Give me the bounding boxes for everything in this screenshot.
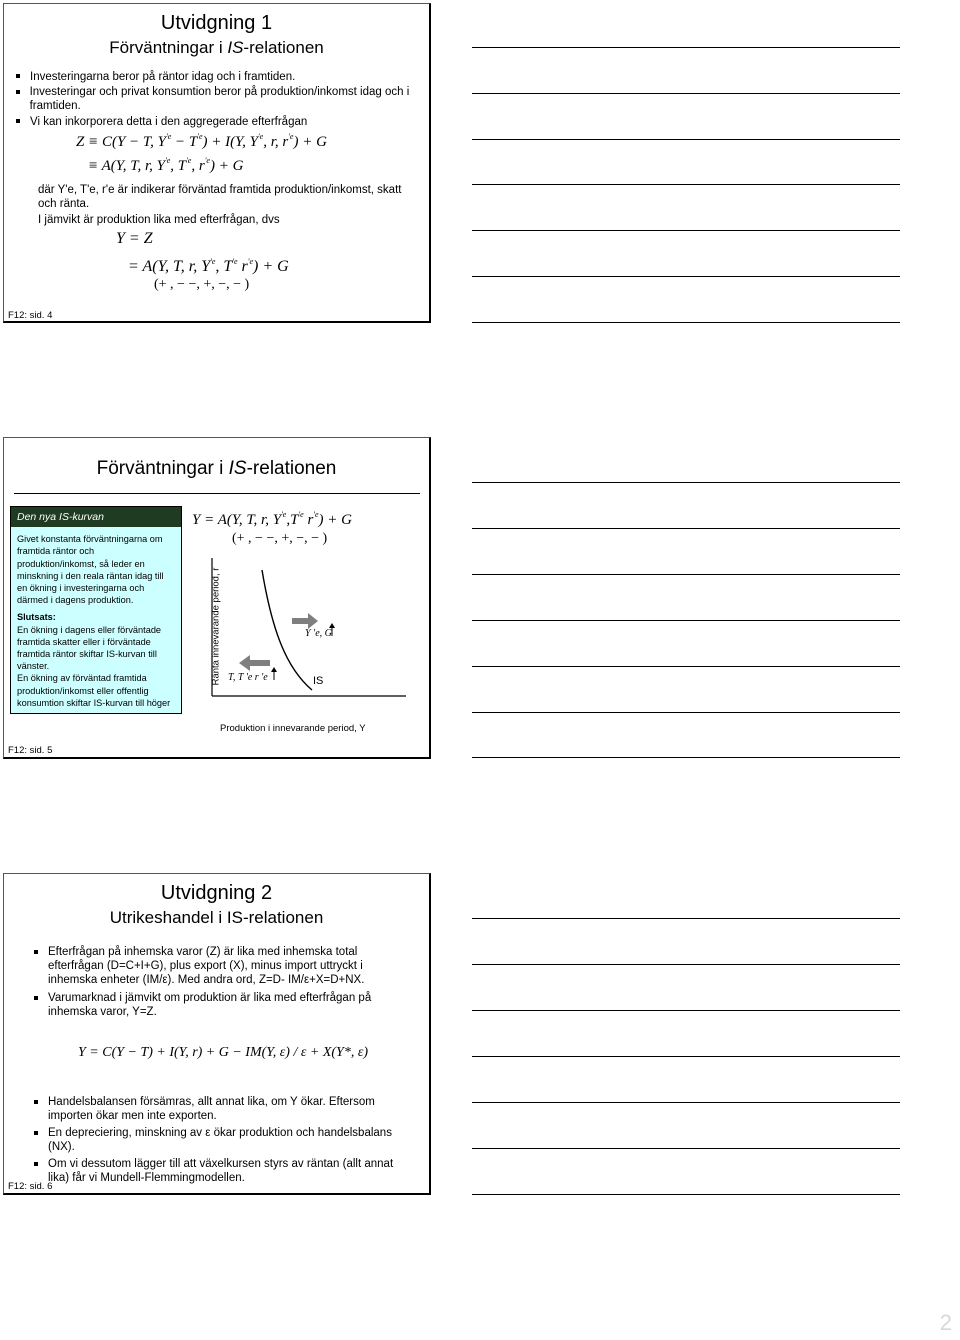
page-number: 2 [939,1310,952,1335]
notes-line [472,93,900,94]
slide-3-bullet-1: Efterfrågan på inhemska varor (Z) är lika med inhemska total efterfrågan (D=C+I+G), plus export (X), minus import uttryckt i inhemska enheter (IM/ε). Med andra ord, Z=D- IM/ε+X=D+NX. [34,945,414,987]
notes-line [472,482,900,483]
slide-3-bullet-4: En depreciering, minskning av ε ökar produktion och handelsbalans (NX). [34,1126,414,1154]
bullet-icon [16,90,20,94]
bullet-icon [16,119,20,123]
notes-line [472,528,900,529]
x-axis-label: Produktion i innevarande period, Y [220,723,366,734]
notes-line [472,918,900,919]
slide-2-title: Förväntningar i IS-relationen [96,458,337,479]
shift-left-arrow-icon [239,655,270,671]
equation-y-z: Y = Z [116,230,153,247]
info-box-text-1: Givet konstanta förväntningarna om framtida räntor och produktion/inkomst, så leder en minskning i den reala räntan idag till en ökning i investeringarna och därmed i dagens produktion. [17,534,164,606]
slide-1 [3,3,431,323]
slide-2-footer: F12: sid. 5 [8,745,53,756]
slide-1-bullet-2: Investeringar och privat konsumtion beror på produktion/inkomst idag och i framtiden. [16,85,416,113]
sign-row: (+ , − −, +, −, − ) [154,277,250,292]
notes-line [472,757,900,758]
bullet-icon [34,1100,38,1104]
y-axis-label: Ränta innevarande period, r [210,567,222,686]
is-diagram [188,550,424,740]
slide-2-equation: Y = A(Y, T, r, $Y^{'e},T^{'e}$ $r^{'e}) + G$ [192,510,352,528]
slide-3 [3,873,431,1195]
equation-y-a: = A(Y, T, r, $Y^{'e}$, $T^{'e}$ $r^{'e}) + G$ [128,257,289,275]
notes-line [472,1056,900,1057]
slide-1-bullet-3: Vi kan inkorporera detta i den aggregerade efterfrågan [16,115,416,129]
is-curve-label: IS [313,675,324,687]
notes-line [472,47,900,48]
notes-line [472,574,900,575]
slide-1-bullet-1: Investeringarna beror på räntor idag och i framtiden. [16,70,416,84]
slide-2-sign-row: (+ , − −, +, −, − ) [232,531,328,546]
info-box-text-2: En ökning i dagens eller förväntade framtida skatter eller i förväntade framtida räntor skiftar IS-kurvan till vänster. [17,624,162,672]
trade-equation: Y = C(Y − T) + I(Y, r) + G − IM(Y, ε) / ε + X(Y*, ε) [78,1045,369,1060]
equation-a: ≡ A(Y, T, r, $Y^{'e}$, $T^{'e}$, $r^{'e}) + G$ [88,156,244,174]
notes-line [472,1102,900,1103]
info-box [10,506,182,714]
notes-line [472,620,900,621]
notes-line [472,230,900,231]
bullet-icon [34,1131,38,1135]
notes-line [472,666,900,667]
slide-3-footer: F12: sid. 6 [8,1181,53,1192]
notes-line [472,322,900,323]
info-box-subheading: Slutsats: [17,612,56,623]
right-shift-label: Y 'e, G [305,628,332,639]
notes-line [472,1148,900,1149]
slide-1-equilibrium-text: I jämvikt är produktion lika med efterfrågan, dvs [38,214,280,226]
notes-line [472,276,900,277]
info-box-header: Den nya IS-kurvan [11,507,181,527]
notes-line [472,964,900,965]
shift-right-arrow-icon [292,613,318,629]
slide-3-subtitle: Utrikeshandel i IS-relationen [109,908,324,927]
notes-line [472,712,900,713]
slide-1-footer: F12: sid. 4 [8,310,53,321]
bullet-icon [34,950,38,954]
equation-z: Z ≡ C(Y − T, $Y^{'e} - T^{'e}) + I(Y$, $Y^{'e}$, r, $r^{'e}) + G$ [76,132,327,150]
title-underline [14,493,420,494]
up-arrow-icon [271,667,277,680]
slide-1-subtitle: Förväntningar i IS-relationen [109,38,324,57]
left-shift-label: T, T 'e r 'e [228,672,268,683]
slide-3-bullet-2: Varumarknad i jämvikt om produktion är lika med efterfrågan på inhemska varor, Y=Z. [34,991,414,1019]
slide-1-description: där Y'e, T'e, r'e är indikerar förväntad framtida produktion/inkomst, skatt och ränta. [38,184,402,210]
bullet-icon [34,1162,38,1166]
notes-line [472,1010,900,1011]
slide-2 [3,437,431,759]
info-box-text-3: En ökning av förväntad framtida produktion/inkomst eller offentlig konsumtion skiftar IS-kurvan till höger [17,673,171,708]
slide-3-bullet-3: Handelsbalansen försämras, allt annat lika, om Y ökar. Eftersom importen ökar men inte exporten. [34,1095,414,1123]
slide-1-title: Utvidgning 1 [160,12,273,34]
notes-line [472,139,900,140]
bullet-icon [34,996,38,1000]
slide-3-title: Utvidgning 2 [160,882,273,904]
notes-line [472,184,900,185]
notes-line [472,1194,900,1195]
bullet-icon [16,74,20,78]
slide-3-bullet-5: Om vi dessutom lägger till att växelkursen styrs av räntan (allt annat lika) får vi Mundell-Flemmingmodellen. [34,1157,414,1185]
